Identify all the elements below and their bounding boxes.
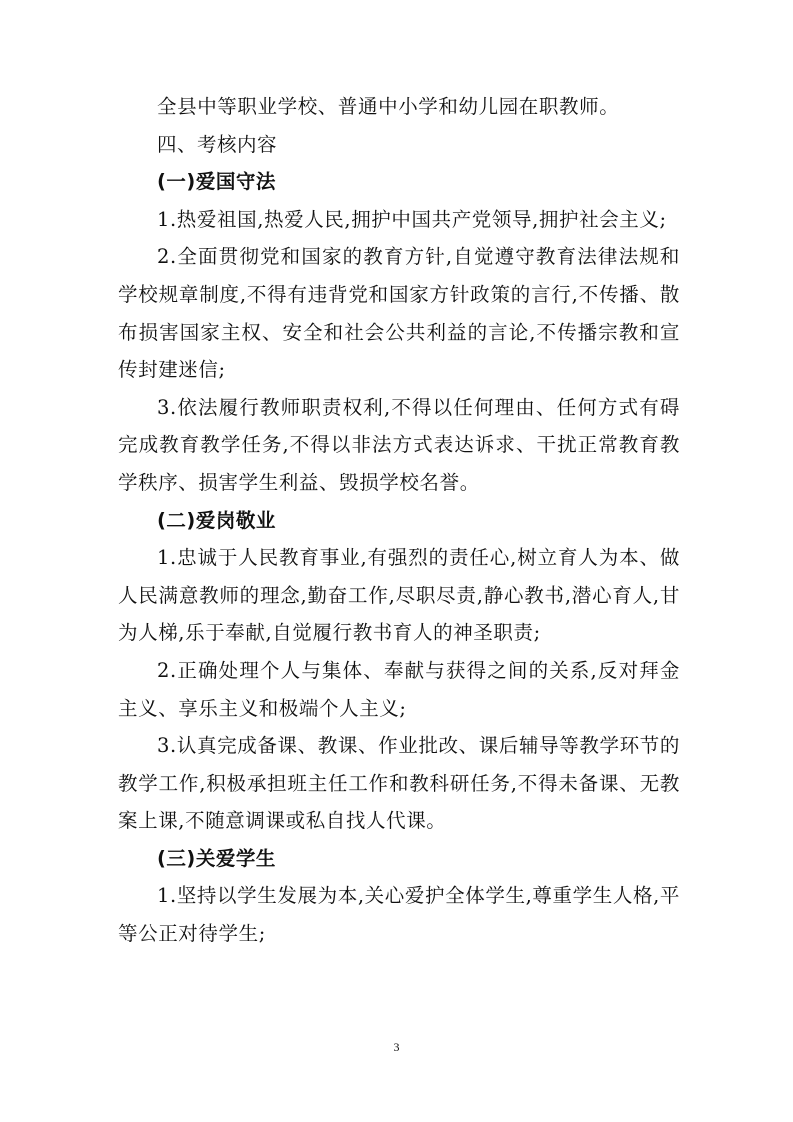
list-item: 1.忠诚于人民教育事业,有强烈的责任心,树立育人为本、做人民满意教师的理念,勤奋工作,尽职尽责,静心教书,潜心育人,甘为人梯,乐于奉献,自觉履行教书育人的神圣职责; bbox=[118, 546, 680, 645]
list-item: 2.全面贯彻党和国家的教育方针,自觉遵守教育法律法规和学校规章制度,不得有违背党和国家方针政策的言行,不传播、散布损害国家主权、安全和社会公共利益的言论,不传播宗教和宣传封建迷信; bbox=[118, 245, 680, 382]
list-item: 3.依法履行教师职责权利,不得以任何理由、任何方式有碍完成教育教学任务,不得以非法方式表达诉求、干扰正常教育教学秩序、损害学生利益、毁损学校名誉。 bbox=[118, 395, 680, 494]
document-body bbox=[118, 88, 680, 953]
list-item: 1.坚持以学生发展为本,关心爱护全体学生,尊重学生人格,平等公正对待学生; bbox=[118, 884, 680, 946]
page-number: 3 bbox=[393, 1040, 400, 1054]
list-item: 1.热爱祖国,热爱人民,拥护中国共产党领导,拥护社会主义; bbox=[157, 207, 667, 231]
list-item: 2.正确处理个人与集体、奉献与获得之间的关系,反对拜金主义、享乐主义和极端个人主义; bbox=[118, 658, 680, 720]
intro-paragraph: 全县中等职业学校、普通中小学和幼儿园在职教师。 bbox=[157, 95, 620, 118]
subsection-heading-dedication: (二)爱岗敬业 bbox=[157, 508, 276, 532]
section-heading: 四、考核内容 bbox=[157, 132, 278, 156]
list-item: 3.认真完成备课、教课、作业批改、课后辅导等教学环节的教学工作,积极承担班主任工作和教科研任务,不得未备课、无教案上课,不随意调课或私自找人代课。 bbox=[118, 734, 680, 833]
subsection-heading-caring-students: (三)关爱学生 bbox=[157, 846, 276, 870]
subsection-heading-patriotism: (一)爱国守法 bbox=[157, 170, 276, 194]
